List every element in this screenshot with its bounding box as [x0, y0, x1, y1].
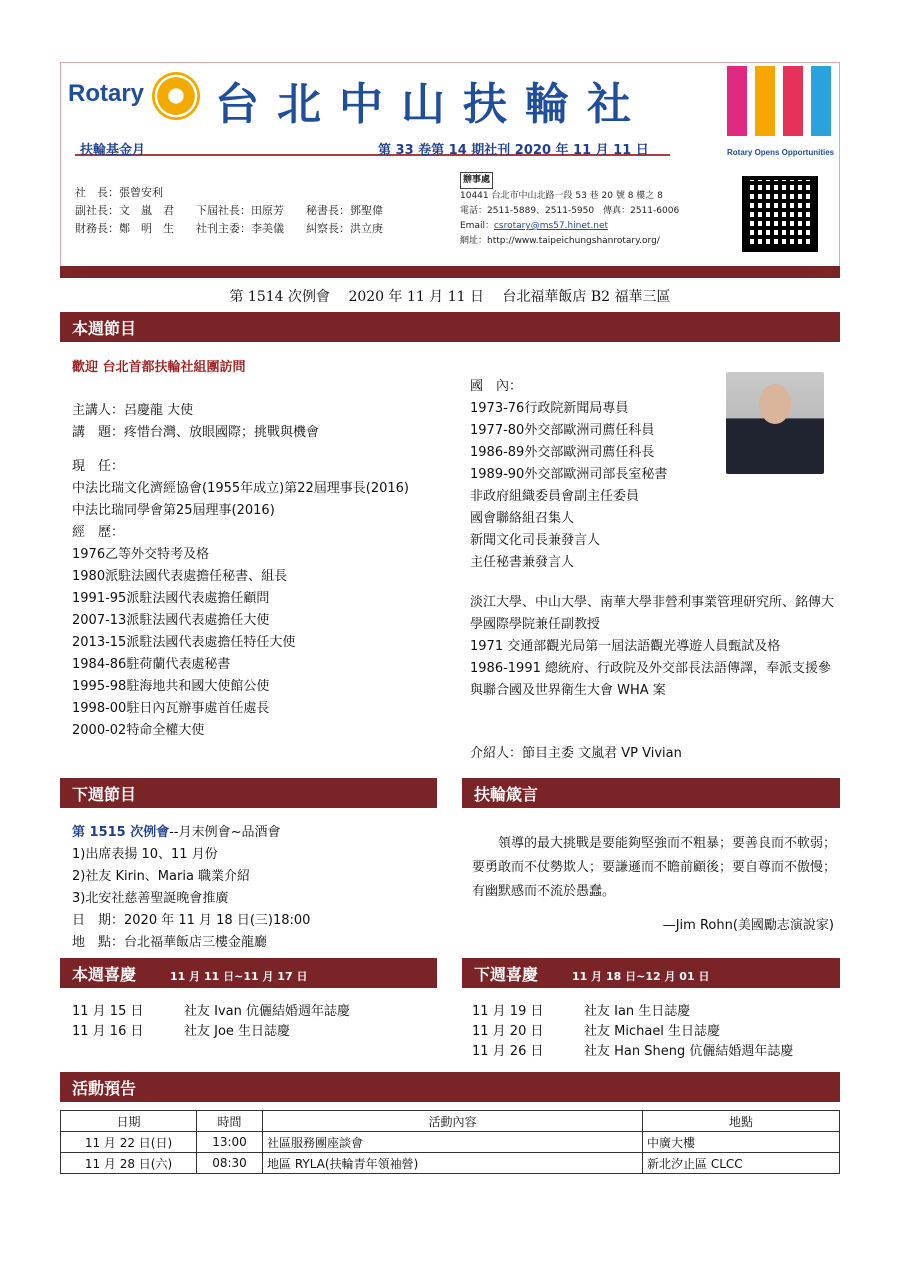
section-header-this-week: 本週節目	[60, 312, 840, 342]
next-week-item: 3)北安社慈善聖誕晚會推廣	[72, 891, 229, 906]
office-address: 10441 台北市中山北路一段 53 巷 20 號 8 樓之 8	[460, 191, 663, 201]
event-time: 08:30	[197, 1153, 263, 1174]
domestic-item: 1977-80外交部歐洲司薦任科員	[470, 423, 655, 438]
domestic-item: 1973-76行政院新聞局專員	[470, 401, 629, 416]
officers-list	[75, 184, 383, 238]
list-item	[72, 1002, 350, 1022]
history-item: 2007-13派駐法國代表處擔任大使	[72, 613, 270, 628]
celebration-date: 11 月 20 日	[472, 1024, 544, 1039]
current-label: 現 任：	[72, 459, 125, 474]
list-item	[472, 1022, 793, 1042]
column-header: 地點	[643, 1111, 840, 1132]
officers-row: 社 長：張曾安利	[75, 186, 163, 199]
speaker-name: 主講人：呂慶龍 大使	[72, 403, 194, 418]
speaker-photo	[726, 372, 824, 474]
table-row	[61, 1132, 840, 1153]
motto-text: 領導的最大挑戰是要能夠堅強而不粗暴；要善良而不軟弱；要勇敢而不仗勢欺人；要謙遜而不瞻前顧後；要自尊而不傲慢；有幽默感而不流於愚蠢。	[472, 836, 837, 899]
section-header-events: 活動預告	[60, 1072, 840, 1102]
column-header: 活動內容	[263, 1111, 643, 1132]
next-week-item: 地 點：台北福華飯店三樓金龍廳	[72, 935, 268, 950]
next-meeting-title: 第 1515 次例會	[72, 825, 170, 840]
history-item: 1995-98駐海地共和國大使館公使	[72, 679, 270, 694]
history-item: 1991-95派駐法國代表處擔任顧問	[72, 591, 270, 606]
history-item: 1976乙等外交特考及格	[72, 547, 210, 562]
celebrations-next-list	[472, 1002, 793, 1062]
domestic-label: 國 內：	[470, 379, 523, 394]
meeting-info: 第 1514 次例會 2020 年 11 月 11 日 台北福華飯店 B2 福華三區	[229, 289, 671, 305]
next-week-item: 日 期：2020 年 11 月 18 日(三)18:00	[72, 913, 311, 928]
celebrations-this-title: 本週喜慶	[72, 965, 137, 984]
next-week-program	[72, 822, 442, 954]
history-item: 1998-00駐日內瓦辦事處首任處長	[72, 701, 270, 716]
email-link[interactable]: csrotary@ms57.hinet.net	[493, 221, 609, 231]
section-header-next-week: 下週節目	[60, 778, 437, 808]
motto-author: —Jim Rohn(美國勵志演說家)	[662, 918, 834, 933]
celebrations-this-range: 11 月 11 日~11 月 17 日	[170, 970, 308, 983]
introducer: 介紹人：節目主委 文嵐君 VP Vivian	[470, 746, 682, 761]
officers-row: 副社長：文 嵐 君 下屆社長：田原芳 秘書長：鄧聖偉	[75, 204, 383, 217]
event-location: 中廣大樓	[643, 1132, 840, 1153]
officers-row: 財務長：鄭 明 生 社刊主委：李美儀 糾察長：洪立庚	[75, 222, 383, 235]
current-item: 中法比瑞同學會第25屆理事(2016)	[72, 503, 275, 518]
other-item: 淡江大學、中山大學、南華大學非營利事業管理研究所、銘傳大學國際學院兼任副教授	[470, 595, 835, 632]
event-activity: 社區服務團座談會	[263, 1132, 643, 1153]
celebration-date: 11 月 15 日	[72, 1004, 144, 1019]
celebration-text: 社友 Ian 生日誌慶	[584, 1004, 691, 1019]
event-location: 新北汐止區 CLCC	[643, 1153, 840, 1174]
column-header: 日期	[61, 1111, 197, 1132]
event-date: 11 月 22 日(日)	[61, 1132, 197, 1153]
history-item: 1980派駐法國代表處擔任秘書、組長	[72, 569, 288, 584]
celebrations-next-range: 11 月 18 日~12 月 01 日	[572, 970, 710, 983]
celebration-date: 11 月 26 日	[472, 1044, 544, 1059]
other-item: 1971 交通部觀光局第一屆法語觀光導遊人員甄試及格	[470, 639, 781, 654]
club-title: 台北中山扶輪社	[215, 79, 649, 130]
header-band	[60, 266, 840, 278]
history-item: 1984-86駐荷蘭代表處秘書	[72, 657, 231, 672]
event-activity: 地區 RYLA(扶輪青年領袖營)	[263, 1153, 643, 1174]
speaker-profile	[72, 400, 442, 742]
domestic-item: 1986-89外交部歐洲司薦任科長	[470, 445, 655, 460]
celebration-text: 社友 Michael 生日誌慶	[584, 1024, 721, 1039]
domestic-item: 國會聯絡組召集人	[470, 511, 575, 526]
section-header-motto: 扶輪箴言	[462, 778, 840, 808]
next-meeting-subtitle: --月末例會~品酒會	[169, 825, 281, 840]
next-week-item: 1)出席表揚 10、11 月份	[72, 847, 218, 862]
welcome-headline: 歡迎 台北首都扶輪社組團訪問	[72, 360, 246, 375]
tagline: Rotary Opens Opportunities	[727, 148, 835, 157]
list-item	[472, 1042, 793, 1062]
column-header: 時間	[197, 1111, 263, 1132]
other-career	[470, 592, 838, 702]
qr-code-icon	[742, 176, 818, 252]
domestic-item: 主任秘書兼發言人	[470, 555, 575, 570]
theme-month: 扶輪基金月	[80, 143, 146, 158]
table-header-row	[61, 1111, 840, 1132]
rotary-wheel-icon	[152, 72, 200, 120]
history-item: 2000-02特命全權大使	[72, 723, 205, 738]
celebration-date: 11 月 16 日	[72, 1024, 144, 1039]
office-contact	[460, 172, 679, 249]
section-header-celebrations-next-week	[462, 958, 840, 988]
domestic-item: 1989-90外交部歐洲司部長室秘書	[470, 467, 668, 482]
event-date: 11 月 28 日(六)	[61, 1153, 197, 1174]
domestic-item: 新聞文化司長兼發言人	[470, 533, 601, 548]
list-item	[72, 1022, 350, 1042]
celebration-text: 社友 Ivan 伉儷結婚週年誌慶	[184, 1004, 350, 1019]
section-header-celebrations-this-week	[60, 958, 437, 988]
history-item: 2013-15派駐法國代表處擔任特任大使	[72, 635, 296, 650]
celebration-date: 11 月 19 日	[472, 1004, 544, 1019]
issue-info: 第 33 卷第 14 期社刊 2020 年 11 月 11 日	[378, 143, 649, 158]
office-phone: 電話：2511-5889、2511-5950 傳真：2511-6006	[460, 206, 680, 216]
celebrations-next-title: 下週喜慶	[474, 965, 539, 984]
history-label: 經 歷：	[72, 525, 125, 540]
list-item	[472, 1002, 793, 1022]
website-link[interactable]: 網址：http://www.taipeichungshanrotary.org/	[460, 236, 660, 246]
next-week-item: 2)社友 Kirin、Maria 職業介紹	[72, 869, 251, 884]
rotary-logo-text: Rotary	[68, 80, 145, 107]
office-label: 辦事處	[460, 172, 493, 189]
celebration-text: 社友 Han Sheng 伉儷結婚週年誌慶	[584, 1044, 794, 1059]
celebrations-this-list	[72, 1002, 350, 1042]
events-table	[60, 1110, 840, 1174]
email-label: Email：	[460, 221, 494, 231]
current-item: 中法比瑞文化濟經協會(1955年成立)第22屆理事長(2016)	[72, 481, 409, 496]
other-item: 1986-1991 總統府、行政院及外交部長法語傳譯，奉派支援參與聯合國及世界衛生大會 WHA 案	[470, 661, 831, 698]
celebration-text: 社友 Joe 生日誌慶	[184, 1024, 291, 1039]
talk-topic: 講 題：疼惜台灣、放眼國際；挑戰與機會	[72, 425, 320, 440]
table-row	[61, 1153, 840, 1174]
event-time: 13:00	[197, 1132, 263, 1153]
domestic-item: 非政府組織委員會副主任委員	[470, 489, 640, 504]
opportunity-doors-icon	[727, 66, 835, 142]
